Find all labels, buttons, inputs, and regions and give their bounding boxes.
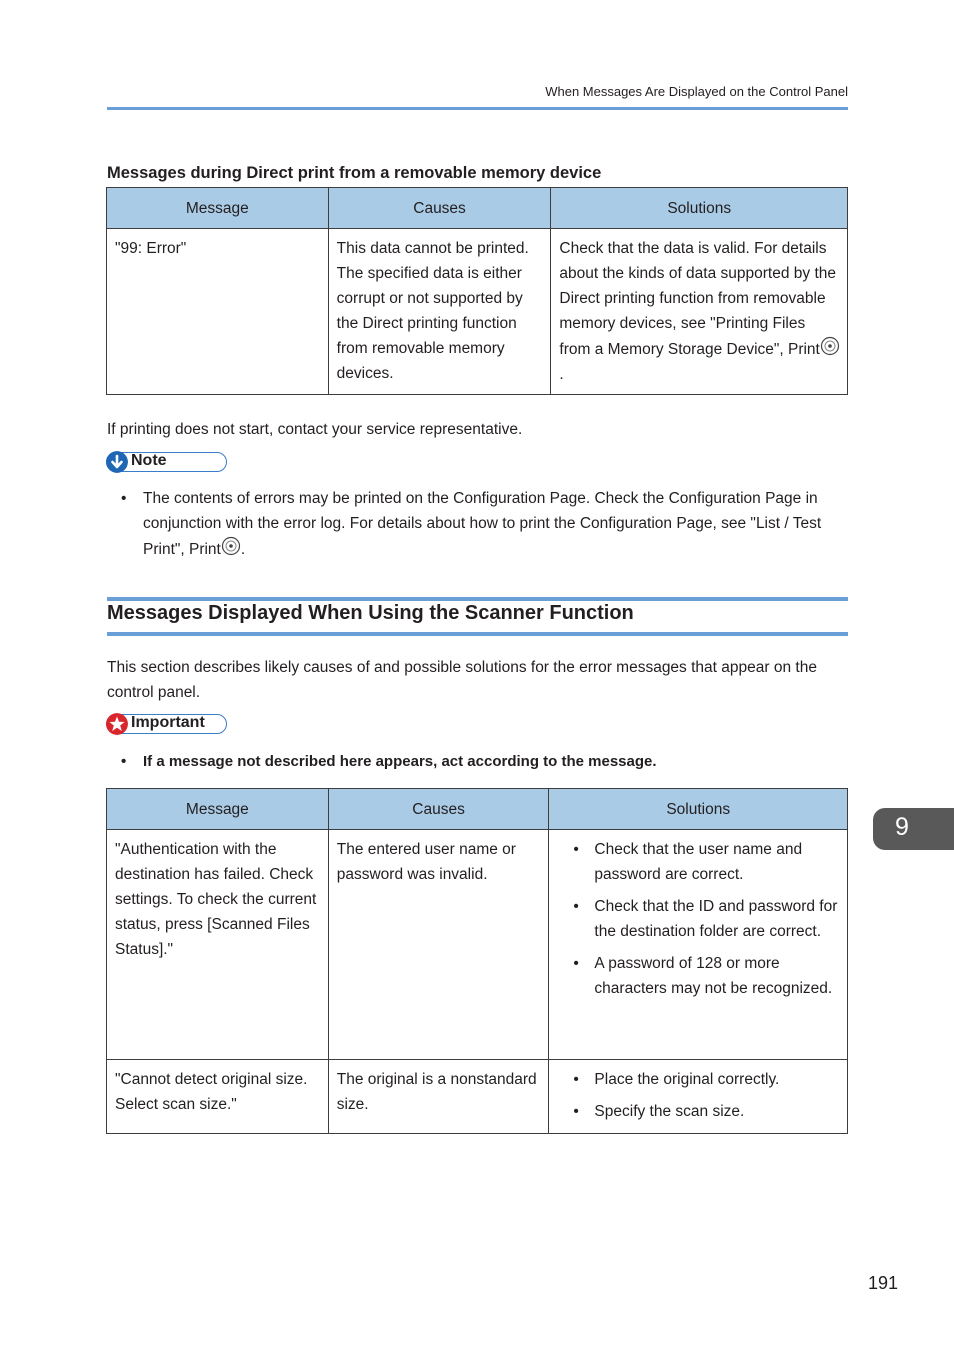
note-badge bbox=[106, 452, 227, 472]
message-cell: "Authentication with the destination has failed. Check settings. To check the current status, press [Scanned Files Status]." bbox=[107, 830, 329, 1060]
chapter-number: 9 bbox=[895, 813, 909, 841]
column-header-solutions: Solutions bbox=[551, 188, 848, 229]
cause-cell: This data cannot be printed. The specified data is either corrupt or not supported by the Direct printing function from removable memory devices. bbox=[328, 229, 551, 395]
cause-cell: The entered user name or password was invalid. bbox=[328, 830, 549, 1060]
solution-suffix: . bbox=[559, 366, 564, 383]
note-arrow-icon bbox=[106, 451, 128, 473]
solution-list bbox=[557, 837, 840, 1001]
solution-cell bbox=[549, 1060, 848, 1134]
important-label: Important bbox=[131, 714, 205, 731]
list-item bbox=[107, 749, 848, 774]
section-intro: This section describes likely causes of and possible solutions for the error messages that appear on the control panel. bbox=[107, 659, 817, 701]
solution-list bbox=[557, 1067, 840, 1124]
disc-icon bbox=[820, 336, 840, 356]
note-item-suffix: . bbox=[240, 541, 246, 558]
bullet: • bbox=[121, 490, 127, 507]
section-rule-top bbox=[107, 597, 848, 601]
table-header-row bbox=[107, 789, 848, 830]
section-rule-bottom bbox=[107, 632, 848, 636]
table-header-row bbox=[107, 188, 848, 229]
column-header-message: Message bbox=[107, 188, 329, 229]
table-row bbox=[107, 830, 848, 1060]
column-header-causes: Causes bbox=[328, 789, 549, 830]
message-cell: "Cannot detect original size. Select scan size." bbox=[107, 1060, 329, 1134]
list-item bbox=[107, 486, 848, 562]
star-icon bbox=[106, 713, 128, 735]
disc-icon bbox=[221, 536, 241, 556]
direct-print-heading: Messages during Direct print from a removable memory device bbox=[107, 164, 602, 182]
chapter-tab bbox=[873, 808, 954, 850]
message-cell: "99: Error" bbox=[107, 229, 329, 395]
important-list bbox=[107, 749, 848, 774]
solution-cell bbox=[549, 830, 848, 1060]
header-rule bbox=[107, 107, 848, 110]
note-list bbox=[107, 486, 848, 562]
solution-cell bbox=[551, 229, 848, 395]
solution-text: Check that the data is valid. For details about the kinds of data supported by the Direct printing function from removable memory devices, see "Printing Files from a Memory Storage Device", Print bbox=[559, 240, 837, 358]
bullet: • bbox=[121, 753, 127, 770]
table-row bbox=[107, 1060, 848, 1134]
list-item: • Check that the user name and password are correct. bbox=[557, 837, 840, 887]
running-header: When Messages Are Displayed on the Control Panel bbox=[545, 84, 848, 99]
column-header-message: Message bbox=[107, 789, 329, 830]
important-badge bbox=[106, 714, 227, 734]
list-item: • Specify the scan size. bbox=[557, 1099, 840, 1124]
cause-cell: The original is a nonstandard size. bbox=[328, 1060, 549, 1134]
list-item: • Check that the ID and password for the destination folder are correct. bbox=[557, 894, 840, 944]
scanner-messages-table bbox=[106, 788, 848, 1134]
table-row bbox=[107, 229, 848, 395]
page-number: 191 bbox=[868, 1273, 899, 1293]
note-item-text: The contents of errors may be printed on the Configuration Page. Check the Configuration Page in conjunction with the error log. For details about how to print the Configuration Page, see "List / Test Print", Print bbox=[143, 490, 822, 558]
note-label: Note bbox=[131, 452, 167, 469]
list-item: • A password of 128 or more characters may not be recognized. bbox=[557, 951, 840, 1001]
important-item-text: If a message not described here appears, act according to the message. bbox=[143, 753, 657, 770]
column-header-solutions: Solutions bbox=[549, 789, 848, 830]
column-header-causes: Causes bbox=[328, 188, 551, 229]
list-item: • Place the original correctly. bbox=[557, 1067, 840, 1092]
section-title: Messages Displayed When Using the Scanner Function bbox=[107, 602, 634, 624]
direct-print-table bbox=[106, 187, 848, 395]
direct-print-followup: If printing does not start, contact your service representative. bbox=[107, 421, 523, 438]
